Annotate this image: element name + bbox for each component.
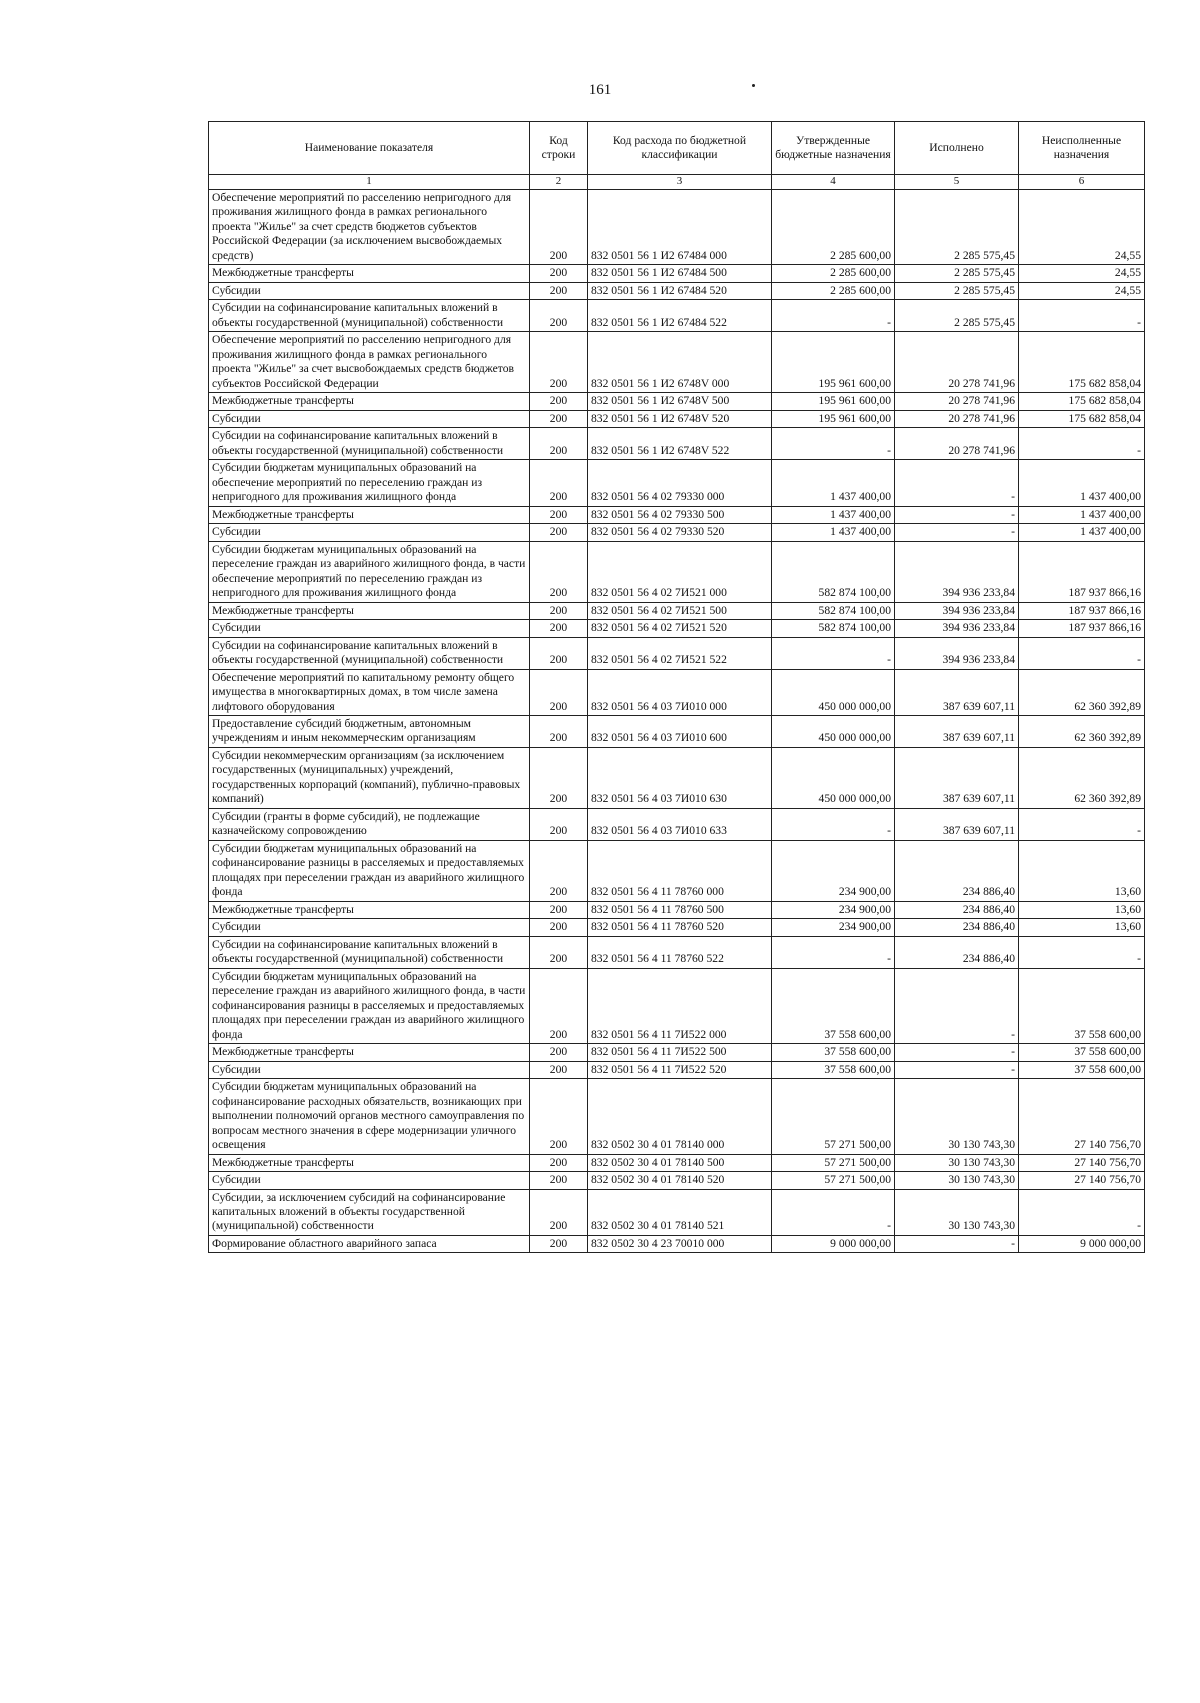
row-approved: 9 000 000,00 [772, 1235, 895, 1252]
row-name: Субсидии [209, 524, 530, 541]
table-row [209, 282, 1145, 299]
row-name: Субсидии бюджетам муниципальных образований на софинансирование расходных обязательств, возникающих при выполнении полномочий органов местного самоуправления по вопросам местного значения в сфере модернизации уличного освещения [209, 1079, 530, 1154]
row-unexecuted: 187 937 866,16 [1019, 541, 1145, 602]
row-executed: 234 886,40 [895, 936, 1019, 968]
row-approved: - [772, 300, 895, 332]
row-executed: - [895, 968, 1019, 1043]
row-name: Субсидии, за исключением субсидий на софинансирование капитальных вложений в объекты государственной (муниципальной) собственности [209, 1189, 530, 1235]
row-executed: - [895, 524, 1019, 541]
row-line-code: 200 [530, 968, 588, 1043]
row-unexecuted: 62 360 392,89 [1019, 669, 1145, 715]
row-expense-code: 832 0501 56 1 И2 67484 522 [588, 300, 772, 332]
row-line-code: 200 [530, 1172, 588, 1189]
row-expense-code: 832 0501 56 4 11 7И522 500 [588, 1044, 772, 1061]
table-row [209, 840, 1145, 901]
row-expense-code: 832 0502 30 4 01 78140 520 [588, 1172, 772, 1189]
row-line-code: 200 [530, 715, 588, 747]
row-unexecuted: 24,55 [1019, 282, 1145, 299]
table-row [209, 300, 1145, 332]
table-row [209, 1172, 1145, 1189]
row-unexecuted: 1 437 400,00 [1019, 460, 1145, 506]
row-executed: 2 285 575,45 [895, 265, 1019, 282]
row-name: Субсидии некоммерческим организациям (за исключением государственных (муниципальных) учреждений, государственных корпораций (компаний), публично-правовых компаний) [209, 747, 530, 808]
row-executed: 30 130 743,30 [895, 1172, 1019, 1189]
row-line-code: 200 [530, 393, 588, 410]
row-name: Предоставление субсидий бюджетным, автономным учреждениям и иным некоммерческим организациям [209, 715, 530, 747]
row-executed: 394 936 233,84 [895, 602, 1019, 619]
row-approved: 37 558 600,00 [772, 968, 895, 1043]
table-row [209, 460, 1145, 506]
row-approved: 582 874 100,00 [772, 620, 895, 637]
row-expense-code: 832 0501 56 1 И2 6748V 520 [588, 410, 772, 427]
table-row [209, 1061, 1145, 1078]
row-line-code: 200 [530, 637, 588, 669]
row-name: Субсидии [209, 410, 530, 427]
row-executed: 234 886,40 [895, 901, 1019, 918]
table-row [209, 428, 1145, 460]
column-number-row [209, 175, 1145, 190]
row-name: Межбюджетные трансферты [209, 506, 530, 523]
scan-speck [752, 84, 755, 87]
row-line-code: 200 [530, 1079, 588, 1154]
table-row [209, 936, 1145, 968]
row-name: Межбюджетные трансферты [209, 602, 530, 619]
row-expense-code: 832 0501 56 4 02 79330 000 [588, 460, 772, 506]
row-executed: 20 278 741,96 [895, 410, 1019, 427]
row-executed: 30 130 743,30 [895, 1189, 1019, 1235]
row-line-code: 200 [530, 428, 588, 460]
row-approved: - [772, 808, 895, 840]
row-name: Субсидии (гранты в форме субсидий), не подлежащие казначейскому сопровождению [209, 808, 530, 840]
row-unexecuted: 9 000 000,00 [1019, 1235, 1145, 1252]
row-unexecuted: 187 937 866,16 [1019, 602, 1145, 619]
table-row [209, 669, 1145, 715]
table-row [209, 1044, 1145, 1061]
column-number: 4 [772, 175, 895, 190]
row-unexecuted: 27 140 756,70 [1019, 1154, 1145, 1171]
row-expense-code: 832 0501 56 4 03 7И010 600 [588, 715, 772, 747]
row-expense-code: 832 0501 56 4 02 7И521 500 [588, 602, 772, 619]
row-unexecuted: 24,55 [1019, 190, 1145, 265]
row-line-code: 200 [530, 1061, 588, 1078]
row-unexecuted: 27 140 756,70 [1019, 1172, 1145, 1189]
table-row [209, 1154, 1145, 1171]
row-line-code: 200 [530, 1189, 588, 1235]
row-unexecuted: - [1019, 428, 1145, 460]
row-approved: 234 900,00 [772, 919, 895, 936]
row-expense-code: 832 0501 56 4 02 7И521 520 [588, 620, 772, 637]
row-line-code: 200 [530, 410, 588, 427]
table-row [209, 715, 1145, 747]
row-name: Обеспечение мероприятий по расселению непригодного для проживания жилищного фонда в рамках регионального проекта "Жилье" за счет высвобождаемых средств бюджетов субъектов Российской Федерации [209, 332, 530, 393]
row-name: Субсидии бюджетам муниципальных образований на софинансирование разницы в расселяемых и предоставляемых площадях при переселении граждан из аварийного жилищного фонда [209, 840, 530, 901]
row-expense-code: 832 0501 56 1 И2 67484 000 [588, 190, 772, 265]
row-name: Субсидии на софинансирование капитальных вложений в объекты государственной (муниципальной) собственности [209, 936, 530, 968]
column-number: 6 [1019, 175, 1145, 190]
row-line-code: 200 [530, 936, 588, 968]
row-name: Субсидии бюджетам муниципальных образований на переселение граждан из аварийного жилищного фонда, в части софинансирования разницы в расселяемых и предоставляемых площадях при переселении граждан из аварийного жилищного фонда [209, 968, 530, 1043]
row-executed: 30 130 743,30 [895, 1079, 1019, 1154]
row-executed: 234 886,40 [895, 919, 1019, 936]
row-approved: 450 000 000,00 [772, 715, 895, 747]
row-executed: - [895, 460, 1019, 506]
row-expense-code: 832 0501 56 4 02 79330 500 [588, 506, 772, 523]
row-executed: 234 886,40 [895, 840, 1019, 901]
row-name: Межбюджетные трансферты [209, 393, 530, 410]
table-row [209, 808, 1145, 840]
page-number: 161 [588, 82, 612, 98]
row-unexecuted: - [1019, 300, 1145, 332]
row-executed: 2 285 575,45 [895, 282, 1019, 299]
column-number: 1 [209, 175, 530, 190]
row-expense-code: 832 0502 30 4 01 78140 521 [588, 1189, 772, 1235]
row-unexecuted: 187 937 866,16 [1019, 620, 1145, 637]
row-expense-code: 832 0501 56 4 11 78760 000 [588, 840, 772, 901]
row-executed: 387 639 607,11 [895, 808, 1019, 840]
row-name: Обеспечение мероприятий по капитальному ремонту общего имущества в многоквартирных домах, в том числе замена лифтового оборудования [209, 669, 530, 715]
row-approved: 582 874 100,00 [772, 541, 895, 602]
row-expense-code: 832 0501 56 4 11 78760 522 [588, 936, 772, 968]
header-line-code: Код строки [530, 122, 588, 175]
row-expense-code: 832 0501 56 4 03 7И010 633 [588, 808, 772, 840]
row-unexecuted: 175 682 858,04 [1019, 410, 1145, 427]
row-approved: - [772, 637, 895, 669]
row-executed: 387 639 607,11 [895, 747, 1019, 808]
row-line-code: 200 [530, 1235, 588, 1252]
row-approved: 57 271 500,00 [772, 1079, 895, 1154]
row-line-code: 200 [530, 541, 588, 602]
row-name: Субсидии [209, 620, 530, 637]
row-approved: 57 271 500,00 [772, 1154, 895, 1171]
table-row [209, 541, 1145, 602]
row-name: Субсидии [209, 919, 530, 936]
table-row [209, 620, 1145, 637]
row-executed: 20 278 741,96 [895, 393, 1019, 410]
row-line-code: 200 [530, 919, 588, 936]
row-approved: 195 961 600,00 [772, 393, 895, 410]
row-expense-code: 832 0501 56 4 11 78760 520 [588, 919, 772, 936]
row-name: Субсидии [209, 1172, 530, 1189]
row-approved: - [772, 1189, 895, 1235]
row-unexecuted: 175 682 858,04 [1019, 332, 1145, 393]
row-approved: 234 900,00 [772, 901, 895, 918]
table-row [209, 190, 1145, 265]
row-executed: - [895, 1235, 1019, 1252]
row-expense-code: 832 0501 56 1 И2 6748V 522 [588, 428, 772, 460]
row-unexecuted: 1 437 400,00 [1019, 506, 1145, 523]
row-approved: - [772, 428, 895, 460]
table-row [209, 919, 1145, 936]
column-number: 3 [588, 175, 772, 190]
table-row [209, 1235, 1145, 1252]
row-executed: - [895, 1044, 1019, 1061]
row-line-code: 200 [530, 747, 588, 808]
row-unexecuted: 62 360 392,89 [1019, 747, 1145, 808]
row-expense-code: 832 0501 56 4 03 7И010 000 [588, 669, 772, 715]
row-name: Субсидии бюджетам муниципальных образований на переселение граждан из аварийного жилищного фонда, в части обеспечение мероприятий по переселению граждан из непригодного для проживания жилищного фонда [209, 541, 530, 602]
row-line-code: 200 [530, 524, 588, 541]
row-line-code: 200 [530, 460, 588, 506]
row-approved: 37 558 600,00 [772, 1044, 895, 1061]
row-approved: 1 437 400,00 [772, 506, 895, 523]
row-name: Межбюджетные трансферты [209, 901, 530, 918]
row-unexecuted: - [1019, 936, 1145, 968]
row-name: Обеспечение мероприятий по расселению непригодного для проживания жилищного фонда в рамках регионального проекта "Жилье" за счет средств бюджетов субъектов Российской Федерации (за исключением высвобождаемых средств) [209, 190, 530, 265]
row-line-code: 200 [530, 669, 588, 715]
row-executed: 20 278 741,96 [895, 332, 1019, 393]
row-approved: 2 285 600,00 [772, 265, 895, 282]
row-executed: 387 639 607,11 [895, 669, 1019, 715]
row-line-code: 200 [530, 901, 588, 918]
row-unexecuted: - [1019, 808, 1145, 840]
row-approved: 1 437 400,00 [772, 524, 895, 541]
row-expense-code: 832 0501 56 4 11 78760 500 [588, 901, 772, 918]
row-unexecuted: 37 558 600,00 [1019, 1061, 1145, 1078]
header-expense-code: Код расхода по бюджетной классификации [588, 122, 772, 175]
row-name: Субсидии на софинансирование капитальных вложений в объекты государственной (муниципальной) собственности [209, 300, 530, 332]
row-line-code: 200 [530, 265, 588, 282]
row-line-code: 200 [530, 282, 588, 299]
table-row [209, 393, 1145, 410]
row-executed: - [895, 1061, 1019, 1078]
row-executed: 394 936 233,84 [895, 541, 1019, 602]
row-expense-code: 832 0501 56 4 11 7И522 000 [588, 968, 772, 1043]
row-expense-code: 832 0501 56 1 И2 6748V 000 [588, 332, 772, 393]
row-unexecuted: 27 140 756,70 [1019, 1079, 1145, 1154]
row-unexecuted: 24,55 [1019, 265, 1145, 282]
row-approved: 2 285 600,00 [772, 190, 895, 265]
row-unexecuted: 62 360 392,89 [1019, 715, 1145, 747]
table-row [209, 506, 1145, 523]
row-executed: 2 285 575,45 [895, 300, 1019, 332]
row-expense-code: 832 0501 56 4 02 7И521 522 [588, 637, 772, 669]
table-row [209, 332, 1145, 393]
row-line-code: 200 [530, 1154, 588, 1171]
column-number: 2 [530, 175, 588, 190]
row-executed: 30 130 743,30 [895, 1154, 1019, 1171]
row-approved: 2 285 600,00 [772, 282, 895, 299]
row-line-code: 200 [530, 620, 588, 637]
row-line-code: 200 [530, 506, 588, 523]
table-row [209, 1079, 1145, 1154]
row-expense-code: 832 0501 56 4 02 79330 520 [588, 524, 772, 541]
row-approved: 450 000 000,00 [772, 669, 895, 715]
row-expense-code: 832 0501 56 1 И2 67484 520 [588, 282, 772, 299]
row-expense-code: 832 0501 56 4 02 7И521 000 [588, 541, 772, 602]
row-line-code: 200 [530, 332, 588, 393]
row-executed: 394 936 233,84 [895, 620, 1019, 637]
row-line-code: 200 [530, 808, 588, 840]
row-name: Субсидии на софинансирование капитальных вложений в объекты государственной (муниципальной) собственности [209, 428, 530, 460]
row-expense-code: 832 0501 56 4 11 7И522 520 [588, 1061, 772, 1078]
row-line-code: 200 [530, 190, 588, 265]
row-name: Формирование областного аварийного запаса [209, 1235, 530, 1252]
row-name: Субсидии [209, 282, 530, 299]
row-line-code: 200 [530, 840, 588, 901]
header-approved: Утвержденные бюджетные назначения [772, 122, 895, 175]
row-unexecuted: - [1019, 1189, 1145, 1235]
table-row [209, 602, 1145, 619]
row-unexecuted: 13,60 [1019, 840, 1145, 901]
column-number: 5 [895, 175, 1019, 190]
row-approved: 1 437 400,00 [772, 460, 895, 506]
row-executed: 394 936 233,84 [895, 637, 1019, 669]
header-executed: Исполнено [895, 122, 1019, 175]
table-row [209, 968, 1145, 1043]
budget-execution-table [208, 121, 1145, 1253]
header-indicator-name: Наименование показателя [209, 122, 530, 175]
row-approved: 195 961 600,00 [772, 332, 895, 393]
row-approved: 582 874 100,00 [772, 602, 895, 619]
row-approved: 234 900,00 [772, 840, 895, 901]
row-approved: 450 000 000,00 [772, 747, 895, 808]
row-approved: 195 961 600,00 [772, 410, 895, 427]
table-row [209, 747, 1145, 808]
row-expense-code: 832 0502 30 4 23 70010 000 [588, 1235, 772, 1252]
row-unexecuted: 175 682 858,04 [1019, 393, 1145, 410]
row-name: Межбюджетные трансферты [209, 1044, 530, 1061]
row-name: Субсидии на софинансирование капитальных вложений в объекты государственной (муниципальной) собственности [209, 637, 530, 669]
row-approved: 57 271 500,00 [772, 1172, 895, 1189]
table-row [209, 637, 1145, 669]
table-row [209, 410, 1145, 427]
row-name: Межбюджетные трансферты [209, 1154, 530, 1171]
row-executed: - [895, 506, 1019, 523]
row-expense-code: 832 0501 56 4 03 7И010 630 [588, 747, 772, 808]
row-name: Субсидии [209, 1061, 530, 1078]
row-executed: 2 285 575,45 [895, 190, 1019, 265]
row-unexecuted: 37 558 600,00 [1019, 968, 1145, 1043]
table-row [209, 524, 1145, 541]
row-line-code: 200 [530, 1044, 588, 1061]
row-unexecuted: 1 437 400,00 [1019, 524, 1145, 541]
row-expense-code: 832 0502 30 4 01 78140 500 [588, 1154, 772, 1171]
table-row [209, 1189, 1145, 1235]
row-name: Межбюджетные трансферты [209, 265, 530, 282]
row-unexecuted: 13,60 [1019, 919, 1145, 936]
row-approved: 37 558 600,00 [772, 1061, 895, 1078]
row-line-code: 200 [530, 300, 588, 332]
row-expense-code: 832 0501 56 1 И2 67484 500 [588, 265, 772, 282]
table-row [209, 901, 1145, 918]
row-unexecuted: 13,60 [1019, 901, 1145, 918]
row-executed: 20 278 741,96 [895, 428, 1019, 460]
row-expense-code: 832 0502 30 4 01 78140 000 [588, 1079, 772, 1154]
row-unexecuted: - [1019, 637, 1145, 669]
row-unexecuted: 37 558 600,00 [1019, 1044, 1145, 1061]
row-expense-code: 832 0501 56 1 И2 6748V 500 [588, 393, 772, 410]
table-row [209, 265, 1145, 282]
header-row [209, 122, 1145, 175]
header-unexecuted: Неисполненные назначения [1019, 122, 1145, 175]
row-line-code: 200 [530, 602, 588, 619]
row-approved: - [772, 936, 895, 968]
row-executed: 387 639 607,11 [895, 715, 1019, 747]
row-name: Субсидии бюджетам муниципальных образований на обеспечение мероприятий по переселению граждан из непригодного для проживания жилищного фонда [209, 460, 530, 506]
